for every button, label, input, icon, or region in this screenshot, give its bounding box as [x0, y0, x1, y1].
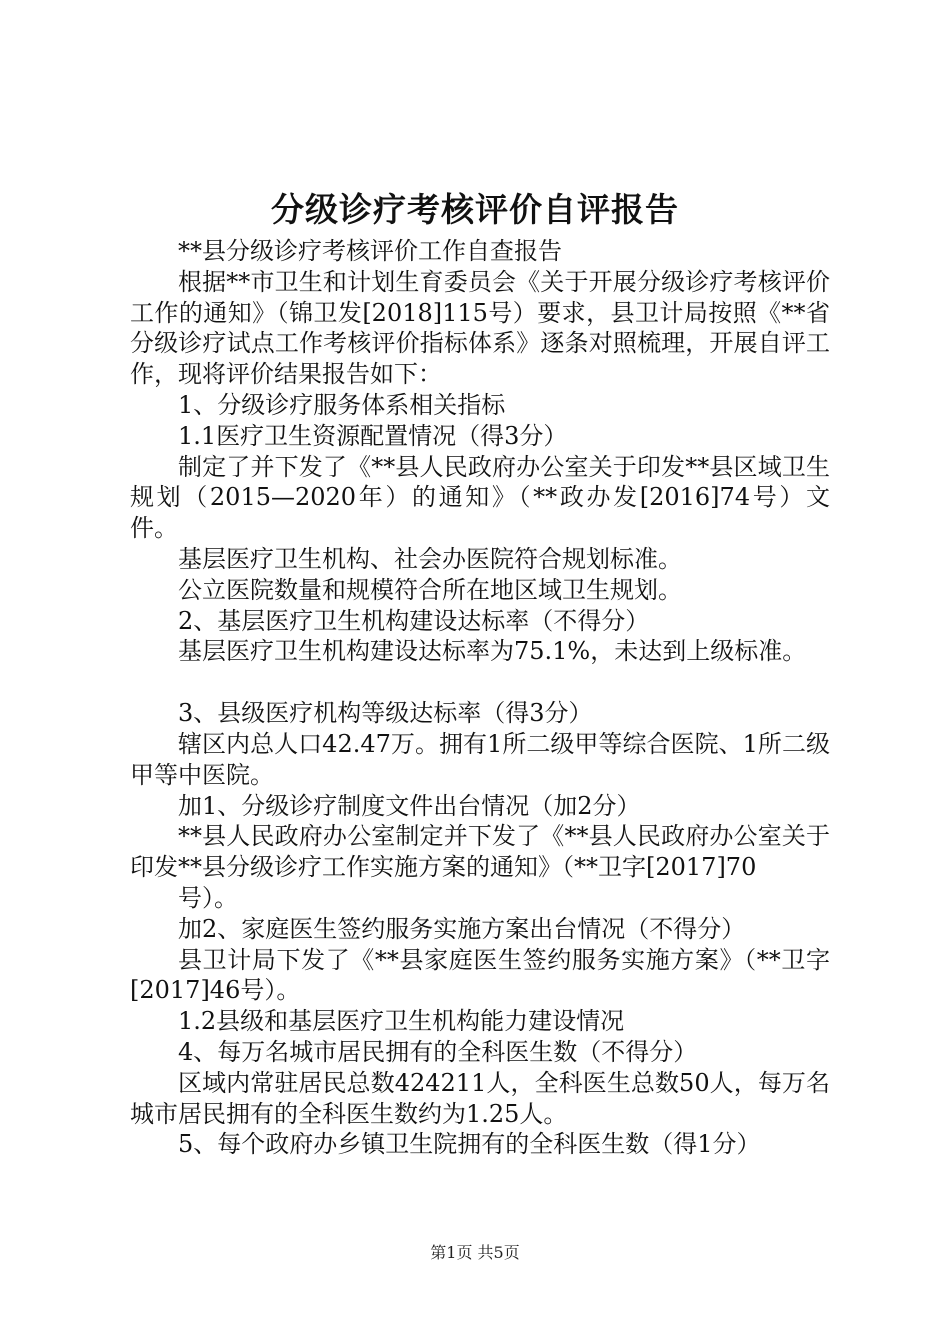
paragraph-public-hospitals: 公立医院数量和规模符合所在地区域卫生规划。 — [178, 575, 682, 604]
paragraph-bonus-2: 加2、家庭医生签约服务实施方案出台情况（不得分） — [178, 914, 746, 943]
paragraph-section-1-2: 1.2县级和基层医疗卫生机构能力建设情况 — [178, 1007, 625, 1036]
paragraph-compliance-rate: 基层医疗卫生机构建设达标率为75.1%，未达到上级标准。 — [178, 637, 807, 666]
paragraph-section-2: 2、基层医疗卫生机构建设达标率（不得分） — [178, 606, 650, 635]
paragraph-section-3: 3、县级医疗机构等级达标率（得3分） — [178, 699, 593, 728]
document-body — [130, 236, 830, 1160]
paragraph-section-1: 1、分级诊疗服务体系相关指标 — [178, 390, 506, 419]
page-footer: 第1页 共5页 — [430, 1243, 520, 1262]
paragraph-section-4: 4、每万名城市居民拥有的全科医生数（不得分） — [178, 1037, 698, 1066]
document-title: 分级诊疗考核评价自评报告 — [271, 190, 679, 229]
paragraph-primary-care-standard: 基层医疗卫生机构、社会办医院符合规划标准。 — [178, 544, 682, 573]
paragraph-section-1-1: 1.1医疗卫生资源配置情况（得3分） — [178, 421, 568, 450]
paragraph-section-5: 5、每个政府办乡镇卫生院拥有的全科医生数（得1分） — [178, 1130, 761, 1159]
paragraph-intro: 根据**市卫生和计划生育委员会《关于开展分级诊疗考核评价工作的通知》（锦卫发[2018]115号）要求，县卫计局按照《**省分级诊疗试点工作考核评价指标体系》逐条对照梳理，开展自评工作，现将评价结果报告如下： — [130, 267, 830, 389]
paragraph-bonus-1-detail: **县人民政府办公室制定并下发了《**县人民政府办公室关于印发**县分级诊疗工作实施方案的通知》（**卫字[2017]70 — [130, 822, 830, 882]
paragraph-bonus-1: 加1、分级诊疗制度文件出台情况（加2分） — [178, 791, 641, 820]
paragraph-bonus-2-detail: 县卫计局下发了《**县家庭医生签约服务实施方案》（**卫字[2017]46号）。 — [130, 945, 830, 1005]
blank-line — [130, 667, 830, 698]
paragraph-gp-ratio: 区域内常驻居民总数424211人，全科医生总数50人，每万名城市居民拥有的全科医生数约为1.25人。 — [130, 1068, 830, 1128]
paragraph-subtitle: **县分级诊疗考核评价工作自查报告 — [178, 237, 562, 265]
paragraph-regional-plan: 制定了并下发了《**县人民政府办公室关于印发**县区域卫生规划（2015—2020年）的通知》（**政办发[2016]74号）文件。 — [130, 452, 830, 543]
paragraph-population: 辖区内总人口42.47万。拥有1所二级甲等综合医院、1所二级甲等中医院。 — [130, 729, 830, 789]
paragraph-bonus-1-detail-end: 号）。 — [178, 883, 238, 912]
